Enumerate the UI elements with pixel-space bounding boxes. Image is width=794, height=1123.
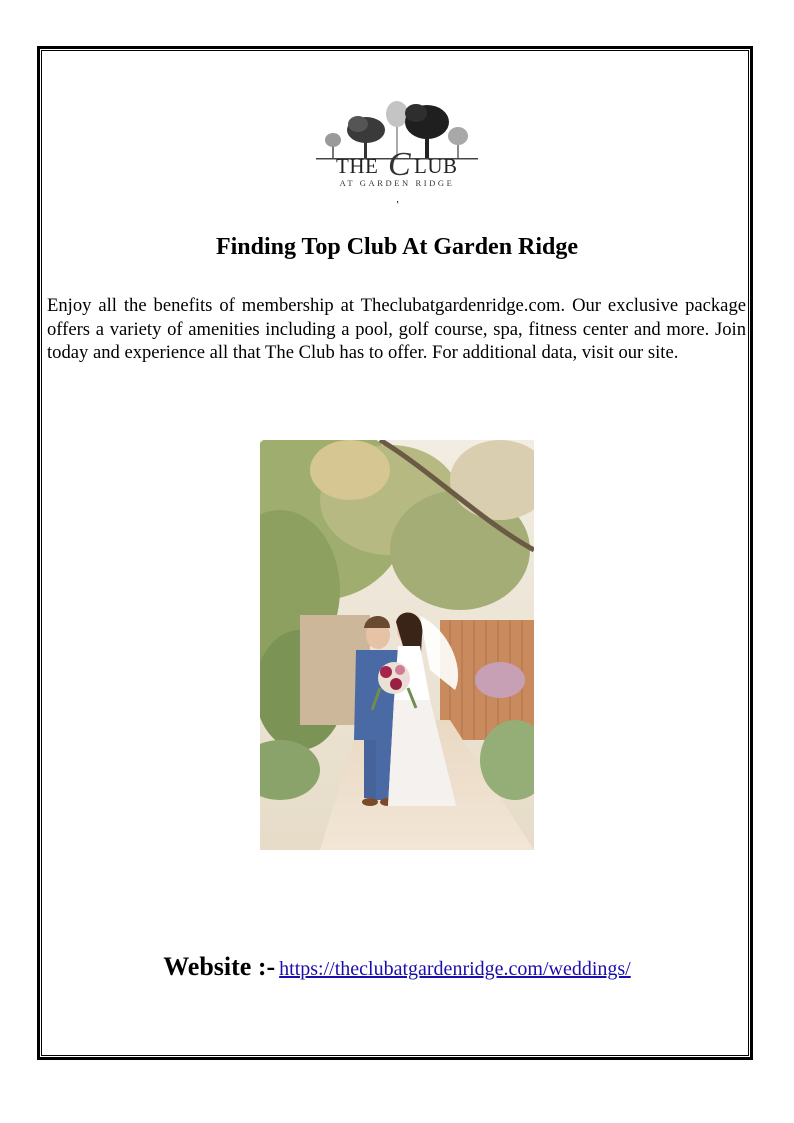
logo-text-the: THE	[336, 154, 379, 178]
website-label: Website :-	[163, 952, 276, 981]
page-title: Finding Top Club At Garden Ridge	[215, 234, 579, 260]
tick-mark: ‛	[396, 200, 400, 211]
club-logo	[314, 100, 480, 192]
body-paragraph: Enjoy all the benefits of membership at Theclubatgardenridge.com. Our exclusive package offers a variety of amenities including a pool, golf course, spa, fitness center and more. Join today and experience all that The Club has to offer. For additional data, visit our site.	[47, 295, 746, 363]
website-line	[0, 952, 794, 982]
logo-text-c: C	[388, 146, 411, 183]
logo-text-lub: LUB	[414, 154, 458, 178]
wedding-couple-image	[260, 440, 534, 850]
logo-subtitle: AT GARDEN RIDGE	[339, 178, 455, 188]
website-link[interactable]: https://theclubatgardenridge.com/weddings/	[279, 958, 631, 980]
wedding-photo	[260, 440, 534, 850]
